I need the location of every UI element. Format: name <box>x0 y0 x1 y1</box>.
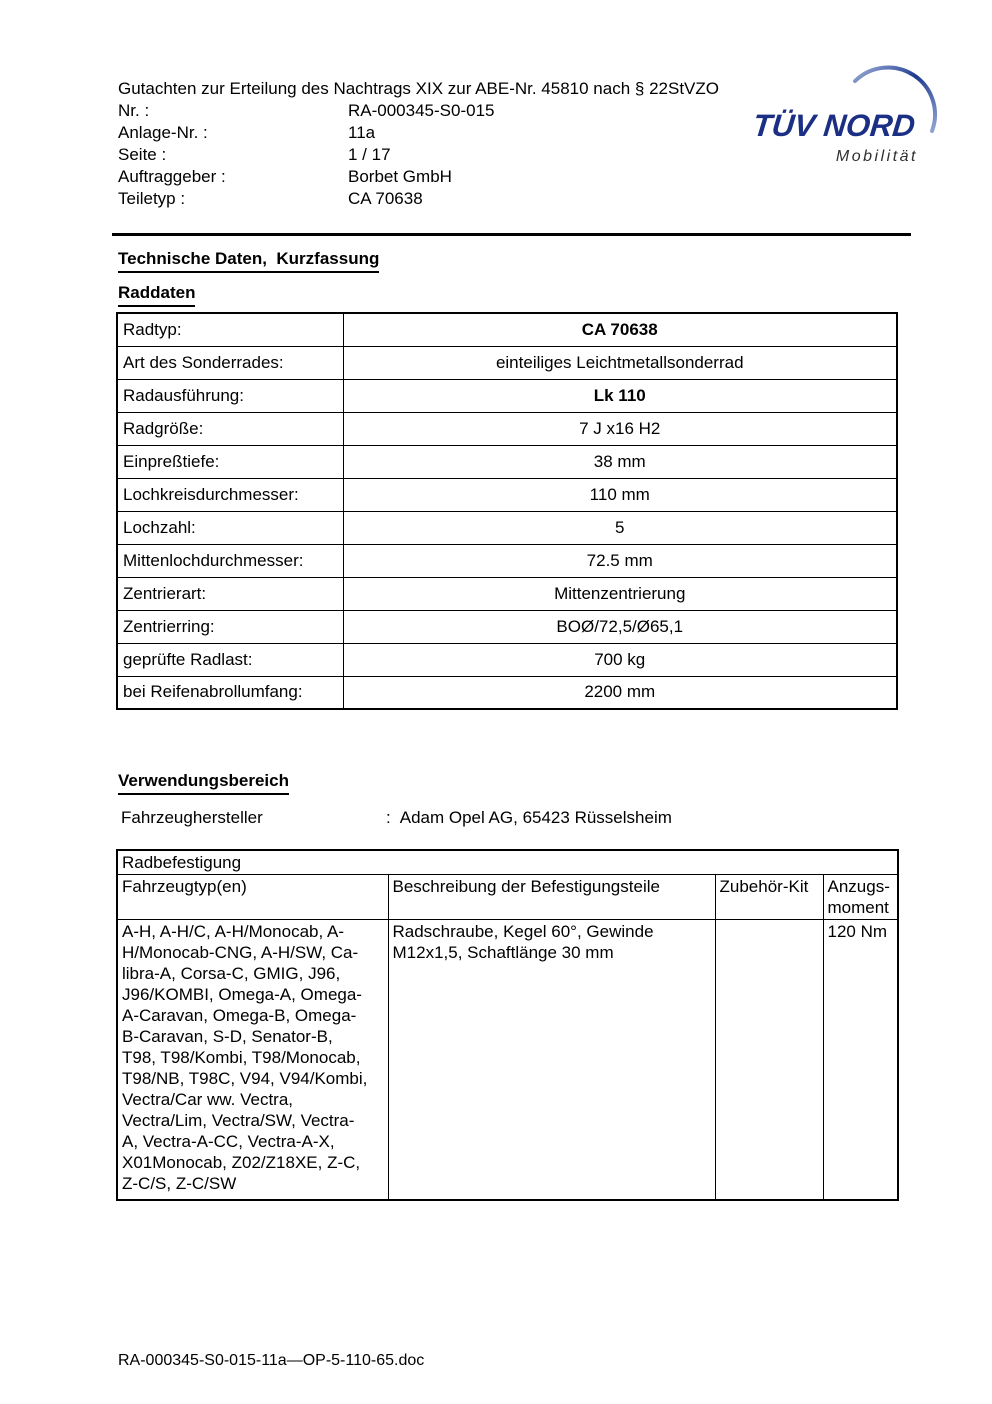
field-value: 11a <box>348 123 376 142</box>
cell-anzugsmoment: 120 Nm <box>823 920 898 1200</box>
column-header-fahrzeugtyp: Fahrzeugtyp(en) <box>117 875 388 920</box>
header-divider <box>112 233 911 236</box>
row-value: Lk 110 <box>343 379 897 412</box>
column-header-zubehoer: Zubehör-Kit <box>715 875 823 920</box>
logo-subtitle: Mobilität <box>835 148 918 165</box>
column-header-beschreibung: Beschreibung der Befestigungsteile <box>388 875 715 920</box>
table-row <box>117 478 897 511</box>
table-row <box>117 544 897 577</box>
header-field-auftraggeber <box>118 166 758 188</box>
field-label: Auftraggeber : <box>118 167 226 186</box>
table-title-row <box>117 850 898 875</box>
radbefestigung-title: Radbefestigung <box>117 850 898 875</box>
technische-daten-heading: Technische Daten, Kurzfassung <box>118 249 379 273</box>
row-value: einteiliges Leichtmetallsonderrad <box>343 346 897 379</box>
logo-tuv: TÜV <box>751 108 817 143</box>
table-row <box>117 920 898 1200</box>
row-label: Radgröße: <box>117 412 343 445</box>
row-value: BOØ/72,5/Ø65,1 <box>343 610 897 643</box>
tuv-nord-logo <box>745 48 950 170</box>
field-label: Teiletyp : <box>118 189 186 208</box>
verwendungsbereich-heading: Verwendungsbereich <box>118 771 289 795</box>
logo-nord: NORD <box>821 108 917 143</box>
header-field-teiletyp <box>118 188 758 210</box>
raddaten-table <box>116 312 898 710</box>
table-row <box>117 610 897 643</box>
document-header <box>118 78 758 210</box>
table-row <box>117 577 897 610</box>
radbefestigung-table <box>116 849 899 1201</box>
row-value: 700 kg <box>343 643 897 676</box>
fahrzeughersteller-label: Fahrzeughersteller <box>121 808 263 827</box>
table-row <box>117 412 897 445</box>
row-value: 38 mm <box>343 445 897 478</box>
header-field-seite <box>118 144 758 166</box>
row-label: geprüfte Radlast: <box>117 643 343 676</box>
field-label: Nr. : <box>118 101 150 120</box>
header-field-nr <box>118 100 758 122</box>
field-value: RA-000345-S0-015 <box>348 101 495 120</box>
document-title: Gutachten zur Erteilung des Nachtrags XIX zur ABE-Nr. 45810 nach § 22StVZO <box>118 79 719 98</box>
table-row <box>117 676 897 709</box>
column-header-anzugsmoment: Anzugs- moment <box>823 875 898 920</box>
header-field-anlage <box>118 122 758 144</box>
table-row <box>117 511 897 544</box>
row-label: Lochzahl: <box>117 511 343 544</box>
table-row <box>117 346 897 379</box>
field-value: CA 70638 <box>348 189 423 208</box>
field-label: Anlage-Nr. : <box>118 123 208 142</box>
row-label: Mittenlochdurchmesser: <box>117 544 343 577</box>
raddaten-heading: Raddaten <box>118 283 195 307</box>
row-label: bei Reifenabrollumfang: <box>117 676 343 709</box>
row-label: Zentrierart: <box>117 577 343 610</box>
table-row <box>117 643 897 676</box>
row-label: Radausführung: <box>117 379 343 412</box>
row-label: Zentrierring: <box>117 610 343 643</box>
field-label: Seite : <box>118 145 167 164</box>
row-label: Lochkreisdurchmesser: <box>117 478 343 511</box>
cell-beschreibung: Radschraube, Kegel 60°, Gewinde M12x1,5, Schaftlänge 30 mm <box>388 920 715 1200</box>
row-label: Art des Sonderrades: <box>117 346 343 379</box>
row-label: Einpreßtiefe: <box>117 445 343 478</box>
tuv-nord-wordmark <box>751 108 917 144</box>
table-row <box>117 313 897 346</box>
table-row <box>117 379 897 412</box>
row-value: CA 70638 <box>343 313 897 346</box>
row-value: 110 mm <box>343 478 897 511</box>
fahrzeughersteller-line <box>121 808 672 828</box>
row-value: 2200 mm <box>343 676 897 709</box>
row-value: 72.5 mm <box>343 544 897 577</box>
table-row <box>117 445 897 478</box>
cell-zubehoer <box>715 920 823 1200</box>
row-value: Mittenzentrierung <box>343 577 897 610</box>
footer-filename: RA-000345-S0-015-11a—OP-5-110-65.doc <box>118 1352 425 1369</box>
field-value: Borbet GmbH <box>348 167 452 186</box>
row-value: 7 J x16 H2 <box>343 412 897 445</box>
row-value: 5 <box>343 511 897 544</box>
row-label: Radtyp: <box>117 313 343 346</box>
field-value: 1 / 17 <box>348 145 391 164</box>
table-header-row <box>117 875 898 920</box>
cell-fahrzeugtyp: A-H, A-H/C, A-H/Monocab, A- H/Monocab-CNG, A-H/SW, Ca- libra-A, Corsa-C, GMIG, J96, J96/KOMBI, Omega-A, Omega- A-Caravan, Omega-B, Omega- B-Caravan, S-D, Senator-B, T98, T98/Kombi, T98/Monocab, T98/NB, T98C, V94, V94/Kombi, Vectra/Car ww. Vectra, Vectra/Lim, Vectra/SW, Vectra- A, Vectra-A-CC, Vectra-A-X, X01Monocab, Z02/Z18XE, Z-C, Z-C/S, Z-C/SW <box>117 920 388 1200</box>
fahrzeughersteller-value: Adam Opel AG, 65423 Rüsselsheim <box>399 808 672 827</box>
fahrzeughersteller-separator: : <box>386 808 391 827</box>
